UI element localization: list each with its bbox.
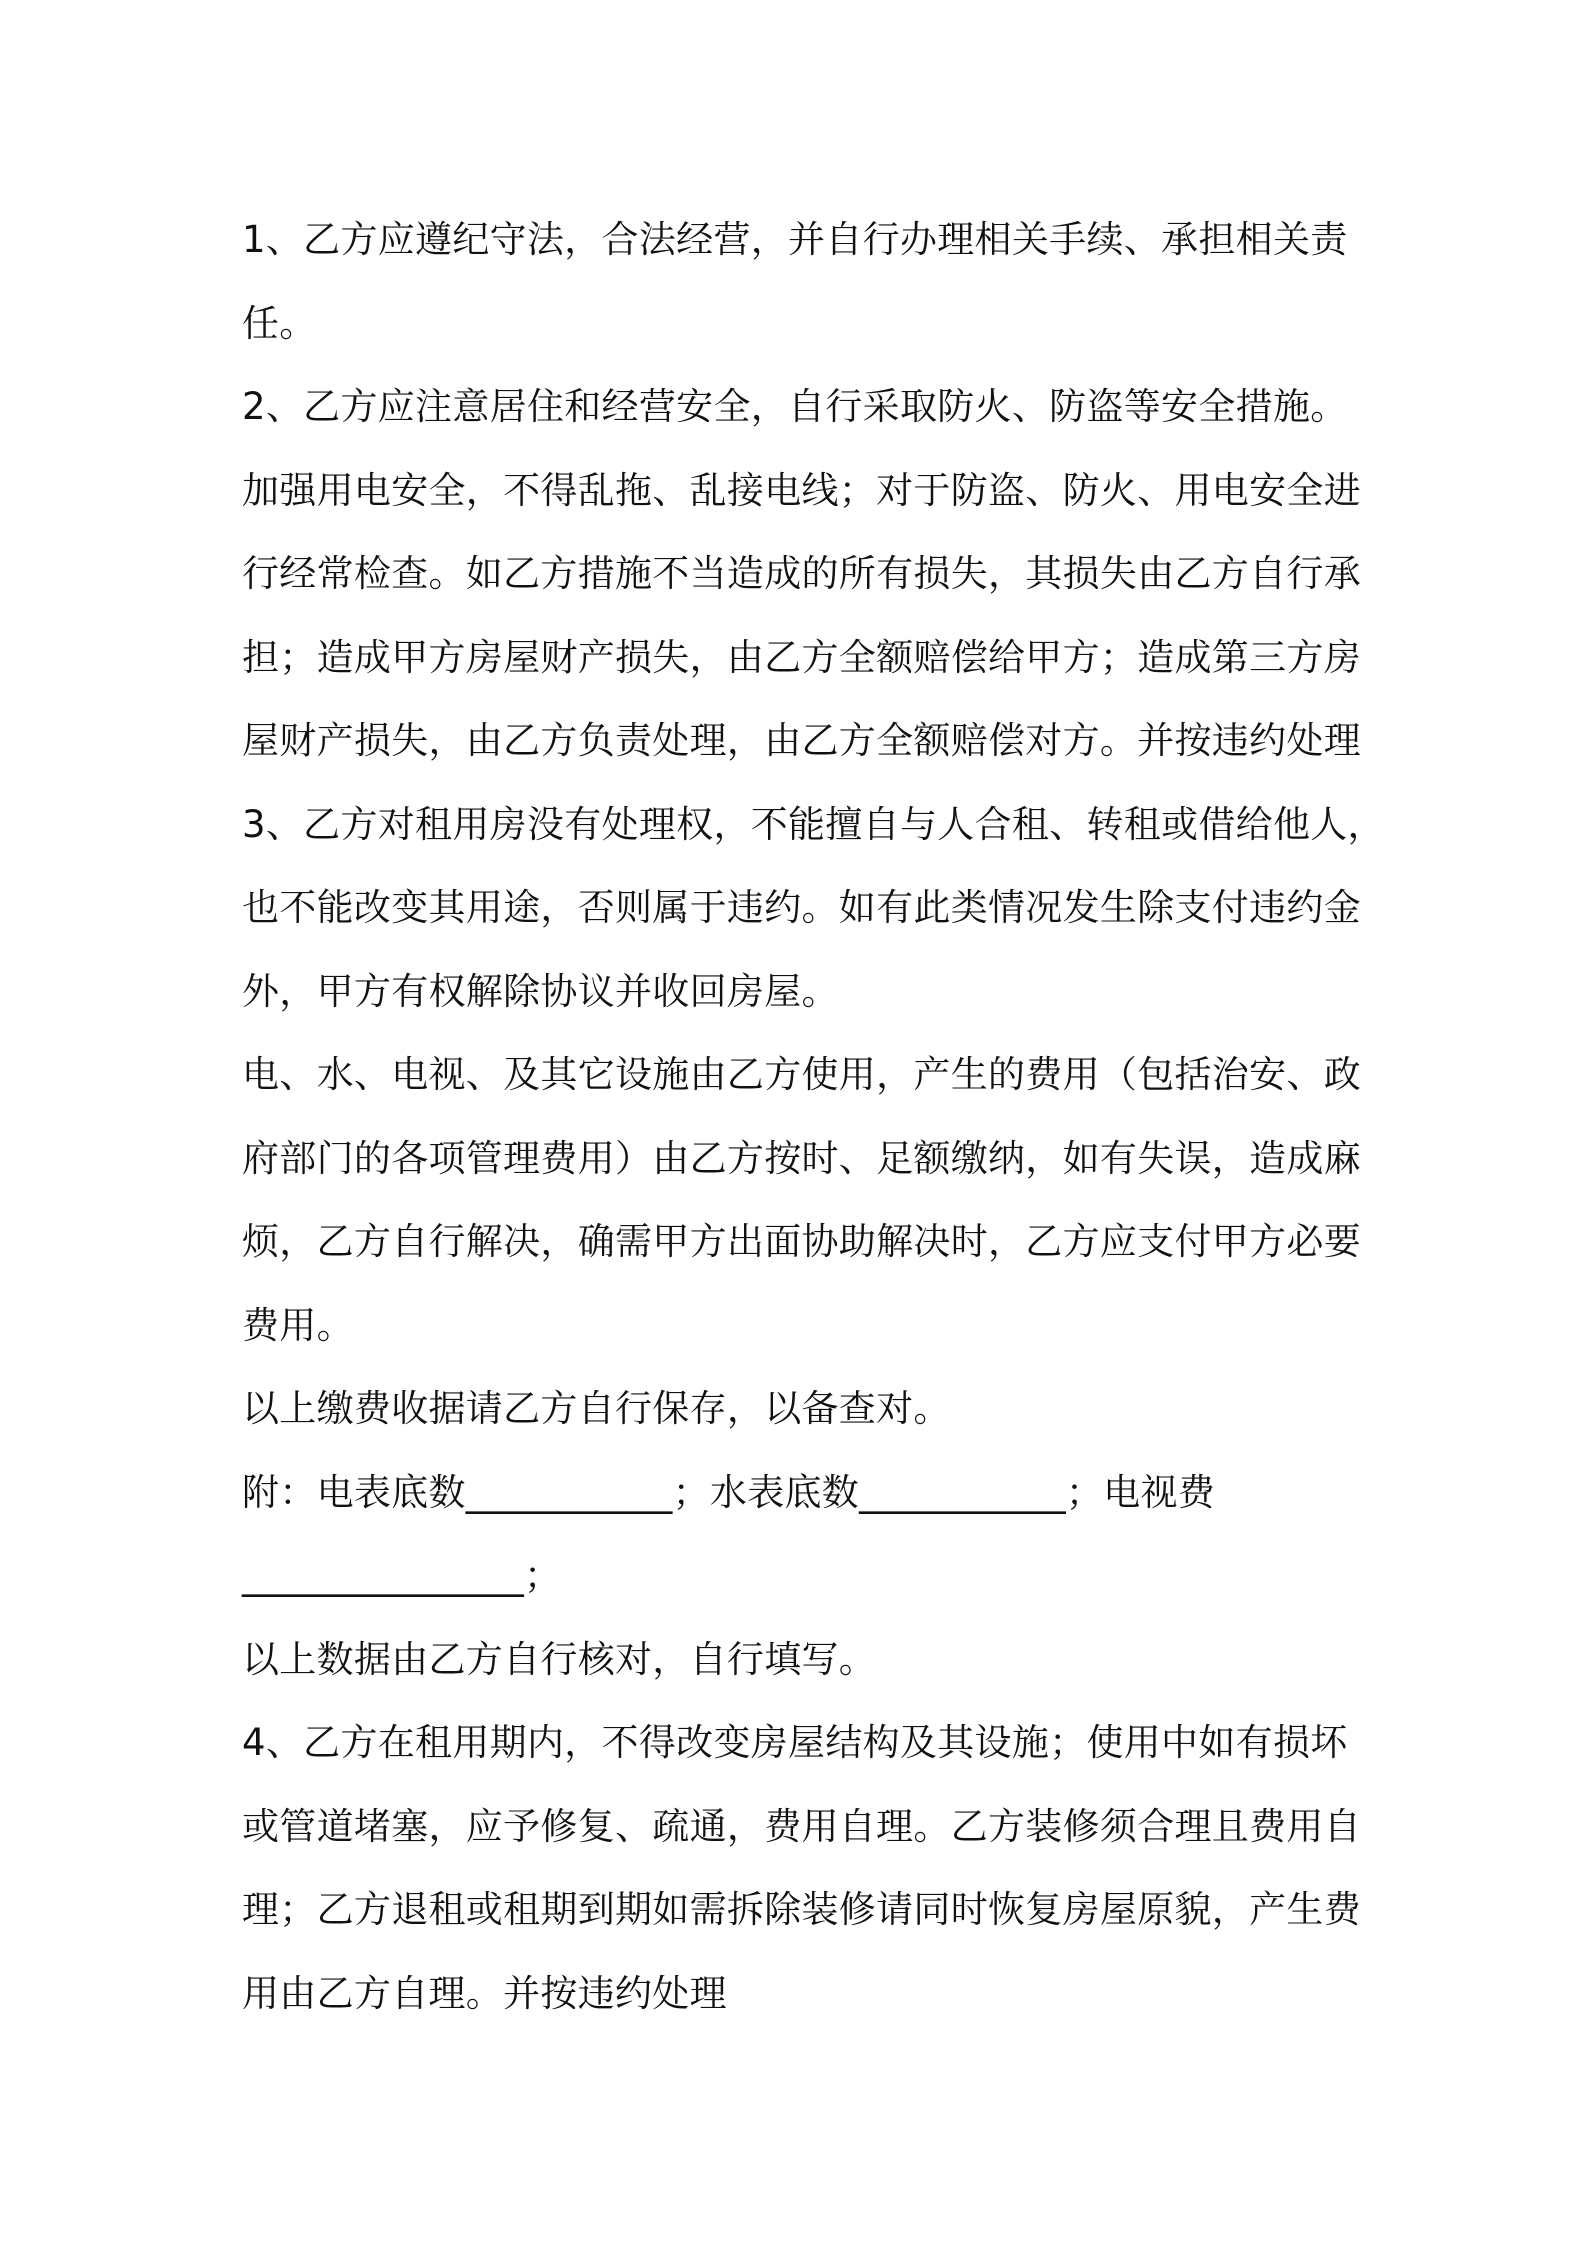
- text-line-21: 理；乙方退租或租期到期如需拆除装修请同时恢复房屋原貌，产生费: [242, 1888, 1361, 1931]
- text-line-19: 4、乙方在租用期内，不得改变房屋结构及其设施；使用中如有损坏: [242, 1721, 1348, 1764]
- text-line-14: 费用。: [242, 1303, 354, 1347]
- text-line-8: 3、乙方对租用房没有处理权，不能擅自与人合租、转租或借给他人，: [242, 802, 1385, 846]
- text-line-18: 以上数据由乙方自行核对，自行填写。: [242, 1637, 877, 1681]
- text-line-22: 用由乙方自理。并按违约处理: [242, 1971, 727, 2015]
- text-line-15: 以上缴费收据请乙方自行保存，以备查对。: [242, 1387, 951, 1430]
- text-line-16: 附：电表底数___________；水表底数___________；电视费: [242, 1470, 1216, 1514]
- text-line-17: _______________；: [242, 1554, 562, 1597]
- text-line-3: 2、乙方应注意居住和经营安全，自行采取防火、防盗等安全措施。: [242, 385, 1348, 428]
- text-line-1: 1、乙方应遵纪守法，合法经营，并自行办理相关手续、承担相关责: [242, 218, 1348, 261]
- text-line-10: 外，甲方有权解除协议并收回房屋。: [242, 969, 839, 1013]
- text-line-13: 烦，乙方自行解决，确需甲方出面协助解决时，乙方应支付甲方必要: [242, 1220, 1361, 1263]
- text-line-9: 也不能改变其用途，否则属于违约。如有此类情况发生除支付违约金: [242, 886, 1361, 929]
- text-line-6: 担；造成甲方房屋财产损失，由乙方全额赔偿给甲方；造成第三方房: [242, 635, 1361, 679]
- text-line-2: 任。: [242, 301, 317, 345]
- text-line-7: 屋财产损失，由乙方负责处理，由乙方全额赔偿对方。并按违约处理: [242, 719, 1361, 762]
- text-line-4: 加强用电安全，不得乱拖、乱接电线；对于防盗、防火、用电安全进: [242, 468, 1361, 512]
- text-line-5: 行经常检查。如乙方措施不当造成的所有损失，其损失由乙方自行承: [242, 552, 1361, 595]
- text-line-12: 府部门的各项管理费用）由乙方按时、足额缴纳，如有失误，造成麻: [242, 1136, 1361, 1180]
- text-line-20: 或管道堵塞，应予修复、疏通，费用自理。乙方装修须合理且费用自: [242, 1804, 1361, 1848]
- text-line-11: 电、水、电视、及其它设施由乙方使用，产生的费用（包括治安、政: [242, 1053, 1361, 1096]
- document-body: [242, 198, 1385, 2035]
